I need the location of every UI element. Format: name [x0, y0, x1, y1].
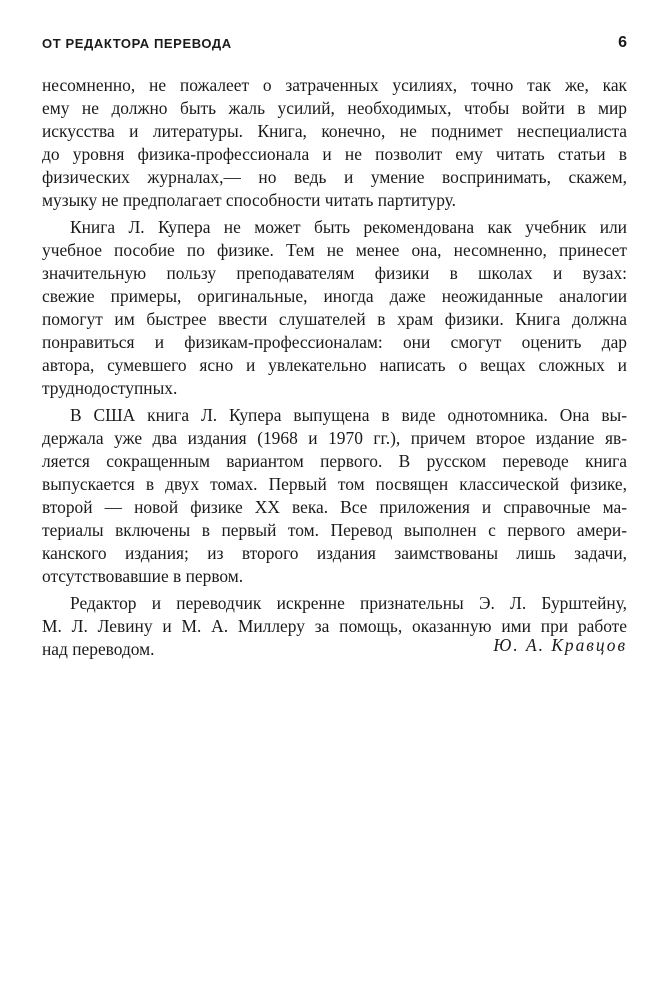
signature: Ю. А. Кравцов — [493, 635, 627, 655]
text-line: М. Л. Левину и М. А. Миллеру за помощь, оказанную ими при работе — [42, 616, 627, 636]
text-line: несомненно, не пожалеет о затраченных усилиях, точно так же, как — [42, 75, 627, 95]
text-line: труднодоступных. — [42, 378, 178, 398]
paragraph-2 — [42, 216, 627, 400]
text-line: над переводом. — [42, 639, 155, 659]
paragraph-1 — [42, 74, 627, 212]
page-header — [42, 36, 627, 58]
text-line: автора, сумевшего ясно и увлекательно написать о вещах сложных и — [42, 355, 627, 375]
text-line: физических журналах,— но ведь и умение воспринимать, скажем, — [42, 167, 627, 187]
text-line: выпускается в двух томах. Первый том посвящен классической физике, — [42, 474, 627, 494]
text-line: ляется сокращенным вариантом первого. В русском переводе книга — [42, 451, 627, 471]
text-line: Книга Л. Купера не может быть рекомендована как учебник или — [70, 217, 627, 237]
text-line: понравиться и физикам-профессионалам: они смогут оценить дар — [42, 332, 627, 352]
text-line: музыку не предполагает способности читать партитуру. — [42, 190, 456, 210]
text-line: искусства и литературы. Книга, конечно, не поднимет неспециалиста — [42, 121, 627, 141]
text-line: канского издания; из второго издания заимствованы лишь задачи, — [42, 543, 627, 563]
text-line: отсутствовавшие в первом. — [42, 566, 244, 586]
text-line: помогут им быстрее ввести слушателей в храм физики. Книга должна — [42, 309, 627, 329]
text-line: Редактор и переводчик искренне признательны Э. Л. Бурштейну, — [70, 593, 627, 613]
running-head: ОТ РЕДАКТОРА ПЕРЕВОДА — [42, 36, 232, 51]
page-number: 6 — [618, 34, 627, 51]
text-line: свежие примеры, оригинальные, иногда даже неожиданные аналогии — [42, 286, 627, 306]
text-line: В США книга Л. Купера выпущена в виде однотомника. Она вы- — [70, 405, 627, 425]
body-text — [42, 74, 627, 665]
text-line: держала уже два издания (1968 и 1970 гг.), причем второе издание яв- — [42, 428, 627, 448]
paragraph-3 — [42, 404, 627, 588]
text-line: ему не должно быть жаль усилий, необходимых, чтобы войти в мир — [42, 98, 627, 118]
text-line: териалы включены в первый том. Перевод выполнен с первого амери- — [42, 520, 627, 540]
text-line: до уровня физика-профессионала и не позволит ему читать статьи в — [42, 144, 627, 164]
text-line: второй — новой физике XX века. Все приложения и справочные ма- — [42, 497, 627, 517]
text-line: учебное пособие по физике. Тем не менее она, несомненно, принесет — [42, 240, 627, 260]
text-line: значительную пользу преподавателям физики в школах и вузах: — [42, 263, 627, 283]
